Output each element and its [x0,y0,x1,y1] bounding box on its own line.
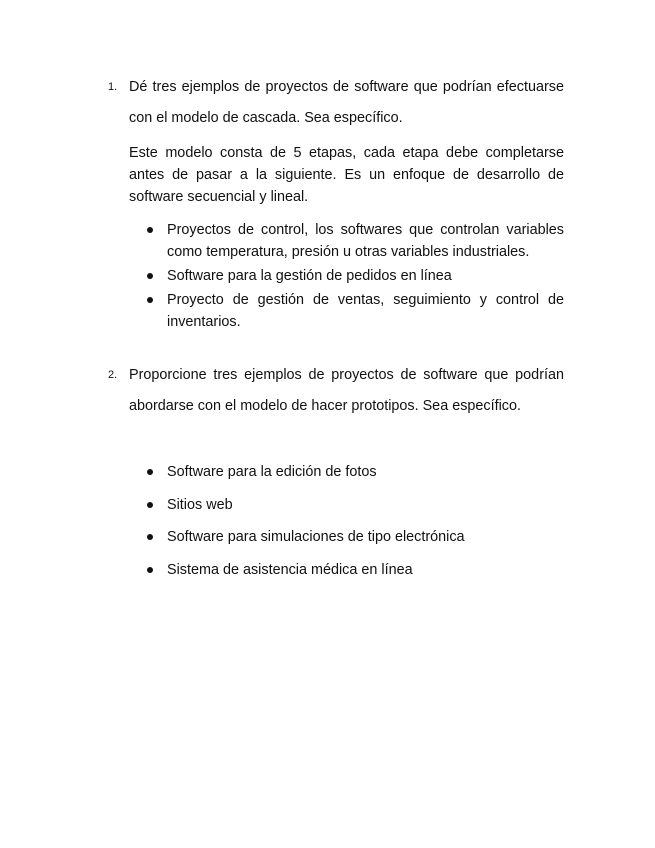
bullet-icon [147,297,153,303]
list-item-text: Software para la edición de fotos [167,464,377,480]
question-number: 2. [108,369,118,381]
list-item [129,219,564,263]
list-item [129,289,564,333]
list-item-text: Sitios web [167,496,233,513]
list-item-text: Sistema de asistencia médica en línea [167,561,413,578]
answer-paragraph: Este modelo consta de 5 etapas, cada etapa debe completarse antes de pasar a la siguiente. Es un enfoque de desarrollo de software secuencial y lineal. [129,145,564,205]
bullet-icon [147,567,153,573]
bullet-icon [147,469,153,475]
list-item [129,526,564,548]
bullet-list-2 [129,461,564,591]
bullet-icon [147,273,153,279]
bullet-icon [147,502,153,508]
list-item-text: Proyectos de control, los softwares que controlan variables como temperatura, presión u otras variables industriales. [167,222,564,260]
list-item [129,461,564,483]
list-item [129,559,564,581]
question-text: Dé tres ejemplos de proyectos de software que podrían efectuarse con el modelo de cascada. Sea específico. [129,79,564,126]
question-2 [108,360,564,422]
bullet-icon [147,227,153,233]
bullet-list-1 [129,219,564,335]
list-item-text: Software para simulaciones de tipo electrónica [167,529,465,545]
question-number: 1. [108,81,118,93]
question-1 [108,72,564,134]
question-text: Proporcione tres ejemplos de proyectos de software que podrían abordarse con el modelo de hacer prototipos. Sea específico. [129,367,564,414]
list-item [129,265,564,287]
list-item-text: Proyecto de gestión de ventas, seguimiento y control de inventarios. [167,292,564,330]
list-item [129,494,564,516]
bullet-icon [147,534,153,540]
list-item-text: Software para la gestión de pedidos en línea [167,268,452,284]
